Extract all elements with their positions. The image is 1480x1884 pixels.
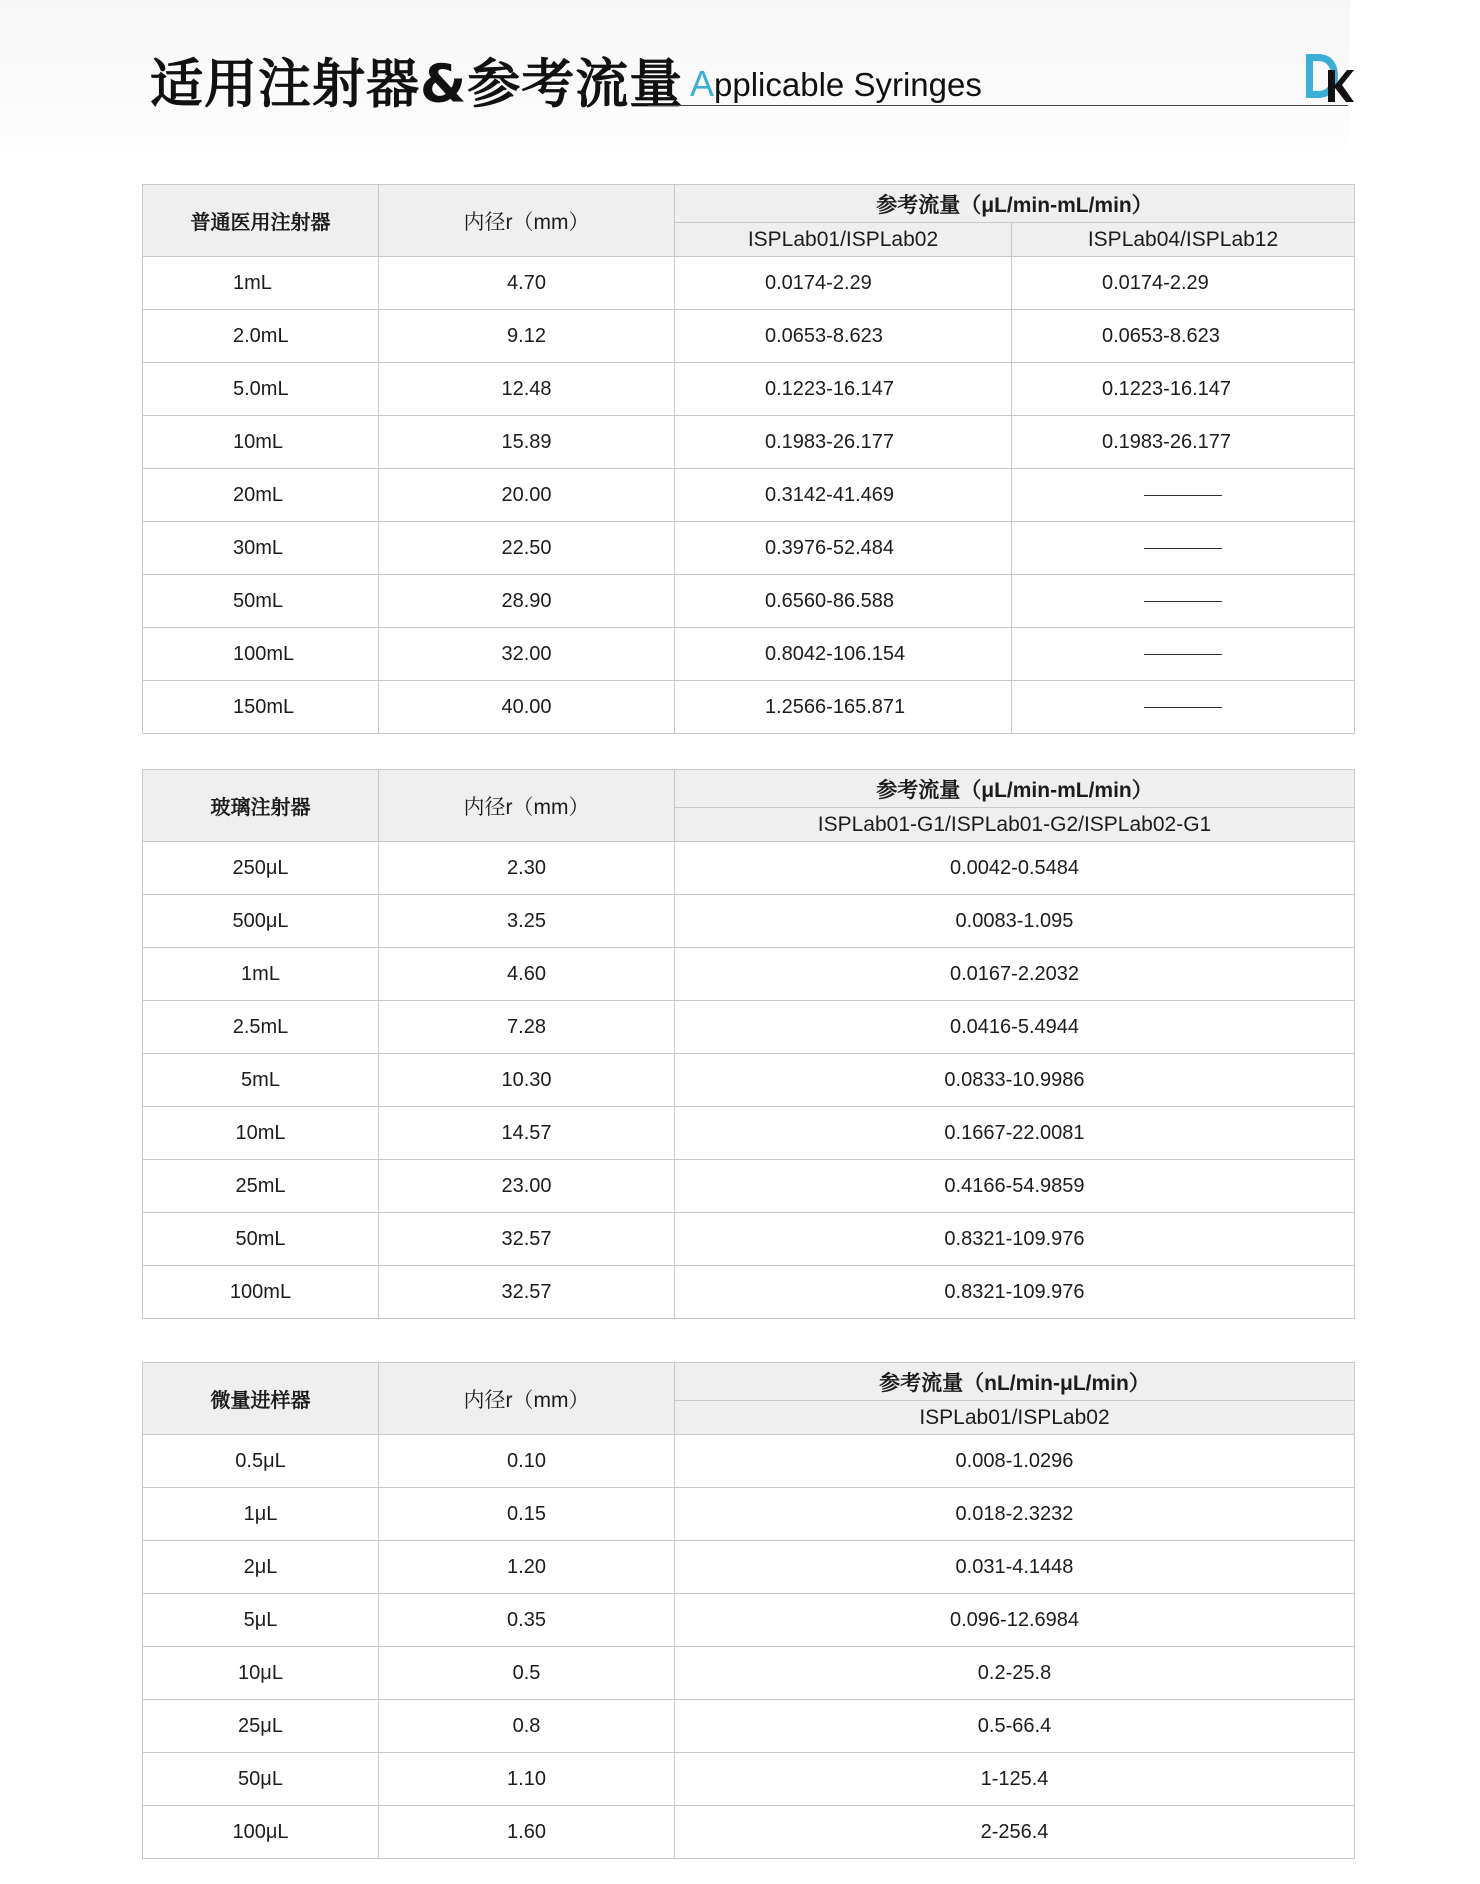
syringe-cell: 25mL [143,1160,379,1213]
medical-syringe-table [142,184,1355,734]
table-row [143,1266,1355,1319]
flow-cell: 0.1667-22.0081 [675,1107,1355,1160]
diameter-cell: 0.5 [379,1647,675,1700]
syringe-cell: 100mL [143,628,379,681]
diameter-cell: 20.00 [379,469,675,522]
table-row [143,1541,1355,1594]
diameter-cell: 32.57 [379,1266,675,1319]
diameter-cell: 0.35 [379,1594,675,1647]
syringe-cell: 10mL [143,416,379,469]
diameter-cell: 4.60 [379,948,675,1001]
flow-cell: 0.4166-54.9859 [675,1160,1355,1213]
syringe-cell: 10mL [143,1107,379,1160]
syringe-cell: 50μL [143,1753,379,1806]
empty-dash-cell [1012,628,1355,681]
dash-line [1144,601,1222,602]
col-diameter-header: 内径r（mm） [379,770,675,842]
table-row [143,948,1355,1001]
flow-cell: 0.1983-26.177 [1012,416,1355,469]
table-row [143,416,1355,469]
syringe-cell: 10μL [143,1647,379,1700]
table-row [143,1001,1355,1054]
flow-group-header: 参考流量（nL/min-μL/min） [675,1363,1355,1401]
flow-cell: 0.3142-41.469 [675,469,1012,522]
flow-subheader-a: ISPLab01/ISPLab02 [675,223,1012,257]
flow-cell: 0.0653-8.623 [675,310,1012,363]
flow-cell: 0.0653-8.623 [1012,310,1355,363]
flow-cell: 0.0416-5.4944 [675,1001,1355,1054]
diameter-cell: 22.50 [379,522,675,575]
diameter-cell: 2.30 [379,842,675,895]
diameter-cell: 0.8 [379,1700,675,1753]
syringe-cell: 2.5mL [143,1001,379,1054]
flow-cell: 0.6560-86.588 [675,575,1012,628]
flow-cell: 0.2-25.8 [675,1647,1355,1700]
diameter-cell: 3.25 [379,895,675,948]
col-diameter-header: 内径r（mm） [379,1363,675,1435]
table-row [143,469,1355,522]
diameter-cell: 28.90 [379,575,675,628]
syringe-cell: 500μL [143,895,379,948]
syringe-cell: 2.0mL [143,310,379,363]
flow-cell: 0.031-4.1448 [675,1541,1355,1594]
table-row [143,310,1355,363]
diameter-cell: 15.89 [379,416,675,469]
syringe-cell: 100μL [143,1806,379,1859]
flow-subheader: ISPLab01/ISPLab02 [675,1401,1355,1435]
flow-cell: 0.8321-109.976 [675,1213,1355,1266]
flow-cell: 0.0174-2.29 [1012,257,1355,310]
syringe-cell: 2μL [143,1541,379,1594]
empty-dash-cell [1012,522,1355,575]
flow-cell: 1.2566-165.871 [675,681,1012,734]
table-row [143,363,1355,416]
flow-cell: 0.5-66.4 [675,1700,1355,1753]
syringe-cell: 50mL [143,1213,379,1266]
syringe-cell: 5mL [143,1054,379,1107]
flow-cell: 0.0167-2.2032 [675,948,1355,1001]
table-row [143,895,1355,948]
flow-cell: 0.0042-0.5484 [675,842,1355,895]
diameter-cell: 32.57 [379,1213,675,1266]
syringe-cell: 100mL [143,1266,379,1319]
flow-group-header: 参考流量（μL/min-mL/min） [675,770,1355,808]
flow-cell: 0.0083-1.095 [675,895,1355,948]
syringe-cell: 5.0mL [143,363,379,416]
table-row [143,681,1355,734]
flow-cell: 2-256.4 [675,1806,1355,1859]
flow-group-header: 参考流量（μL/min-mL/min） [675,185,1355,223]
subtitle-text: pplicable Syringes [714,66,982,103]
syringe-cell: 50mL [143,575,379,628]
micro-syringe-table [142,1362,1355,1859]
flow-cell: 0.8042-106.154 [675,628,1012,681]
dk-logo [1302,52,1354,104]
flow-cell: 0.008-1.0296 [675,1435,1355,1488]
table-row [143,1160,1355,1213]
page-subtitle [690,62,982,107]
syringe-cell: 1mL [143,948,379,1001]
flow-cell: 0.096-12.6984 [675,1594,1355,1647]
subtitle-accent-letter: A [690,63,715,104]
dash-line [1144,548,1222,549]
empty-dash-cell [1012,681,1355,734]
table-row [143,1753,1355,1806]
col-syringe-header: 微量进样器 [143,1363,379,1435]
table-row [143,1647,1355,1700]
syringe-cell: 20mL [143,469,379,522]
flow-cell: 0.018-2.3232 [675,1488,1355,1541]
syringe-cell: 1μL [143,1488,379,1541]
diameter-cell: 1.10 [379,1753,675,1806]
table-row [143,257,1355,310]
diameter-cell: 1.60 [379,1806,675,1859]
diameter-cell: 12.48 [379,363,675,416]
table-row [143,522,1355,575]
diameter-cell: 0.10 [379,1435,675,1488]
table-row [143,842,1355,895]
table-row [143,1594,1355,1647]
flow-cell: 0.1223-16.147 [1012,363,1355,416]
col-syringe-header: 普通医用注射器 [143,185,379,257]
table-row [143,1806,1355,1859]
diameter-cell: 1.20 [379,1541,675,1594]
glass-syringe-table [142,769,1355,1319]
diameter-cell: 23.00 [379,1160,675,1213]
flow-cell: 0.8321-109.976 [675,1266,1355,1319]
diameter-cell: 0.15 [379,1488,675,1541]
diameter-cell: 40.00 [379,681,675,734]
diameter-cell: 4.70 [379,257,675,310]
flow-subheader-b: ISPLab04/ISPLab12 [1012,223,1355,257]
dash-line [1144,707,1222,708]
table-row [143,1435,1355,1488]
empty-dash-cell [1012,469,1355,522]
flow-cell: 0.1223-16.147 [675,363,1012,416]
table-row [143,575,1355,628]
diameter-cell: 9.12 [379,310,675,363]
dash-line [1144,495,1222,496]
syringe-cell: 5μL [143,1594,379,1647]
diameter-cell: 7.28 [379,1001,675,1054]
page-title: 适用注射器&参考流量 [150,54,684,115]
flow-cell: 0.3976-52.484 [675,522,1012,575]
flow-cell: 0.0833-10.9986 [675,1054,1355,1107]
syringe-cell: 1mL [143,257,379,310]
table-row [143,1700,1355,1753]
flow-subheader: ISPLab01-G1/ISPLab01-G2/ISPLab02-G1 [675,808,1355,842]
diameter-cell: 32.00 [379,628,675,681]
syringe-cell: 250μL [143,842,379,895]
table-row [143,1488,1355,1541]
syringe-cell: 150mL [143,681,379,734]
flow-cell: 0.1983-26.177 [675,416,1012,469]
dash-line [1144,654,1222,655]
syringe-cell: 0.5μL [143,1435,379,1488]
empty-dash-cell [1012,575,1355,628]
table-row [143,628,1355,681]
table-row [143,1054,1355,1107]
table-row [143,1213,1355,1266]
syringe-cell: 25μL [143,1700,379,1753]
flow-cell: 0.0174-2.29 [675,257,1012,310]
flow-cell: 1-125.4 [675,1753,1355,1806]
diameter-cell: 10.30 [379,1054,675,1107]
syringe-cell: 30mL [143,522,379,575]
col-diameter-header: 内径r（mm） [379,185,675,257]
table-row [143,1107,1355,1160]
diameter-cell: 14.57 [379,1107,675,1160]
col-syringe-header: 玻璃注射器 [143,770,379,842]
